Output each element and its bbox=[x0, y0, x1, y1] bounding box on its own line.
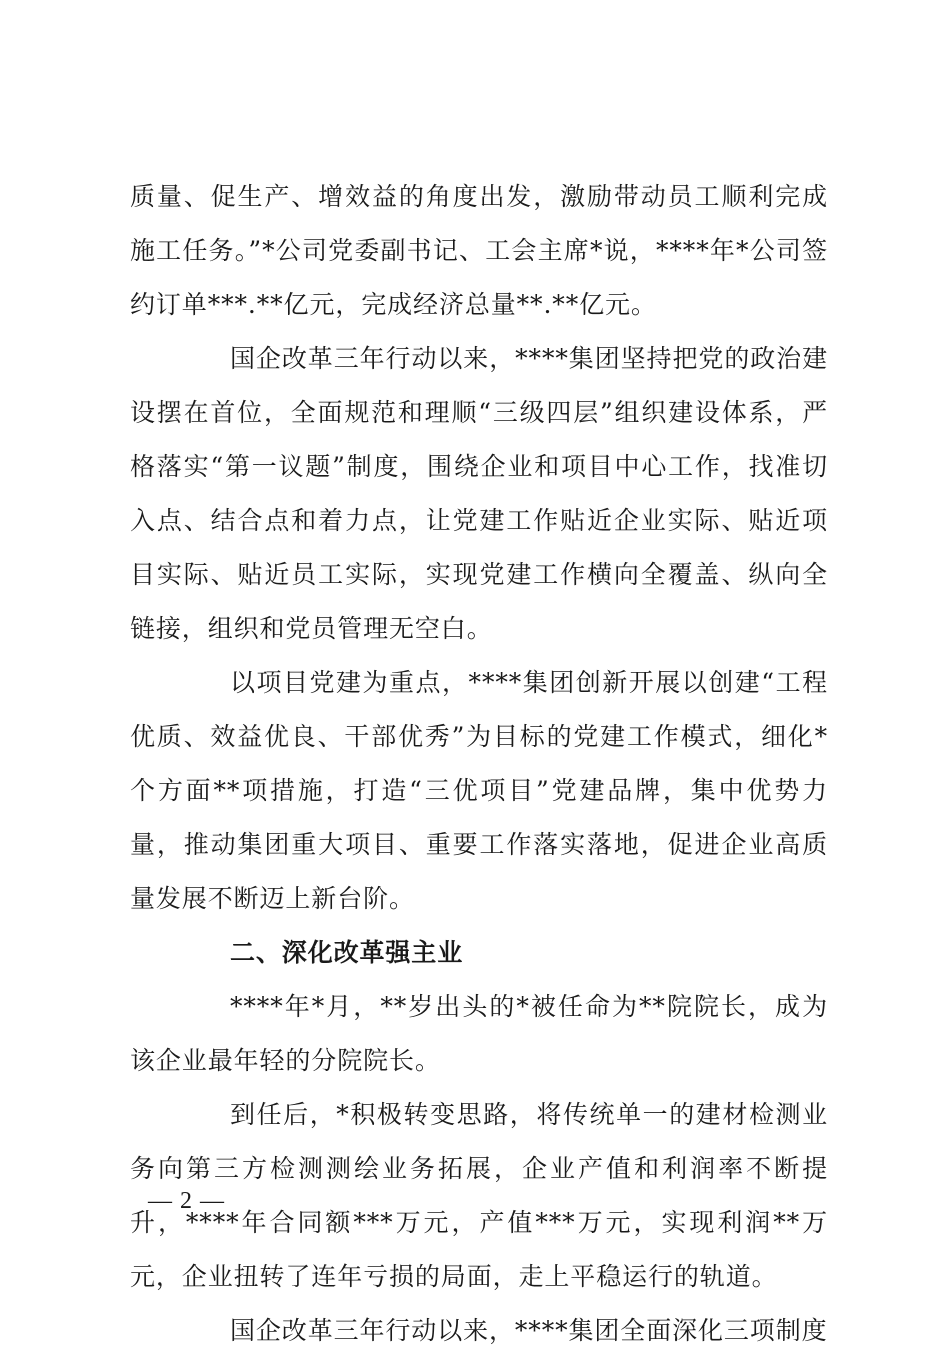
paragraph-6: 国企改革三年行动以来，****集团全面深化三项制度 bbox=[230, 1316, 828, 1345]
paragraph-5: 到任后，*积极转变思路，将传统单一的建材检测业务向第三方检测测绘业务拓展，企业产值和利润率不断提升，****年合同额***万元，产值***万元，实现利润**万元，企业扭转了连年亏损的局面，走上平稳运行的轨道。 bbox=[130, 1100, 828, 1291]
page-number: — 2 — bbox=[148, 1188, 225, 1214]
section-heading: 二、深化改革强主业 bbox=[230, 938, 464, 967]
paragraph-4: ****年*月，**岁出头的*被任命为**院院长，成为该企业最年轻的分院院长。 bbox=[130, 992, 828, 1075]
document-page bbox=[130, 170, 828, 1358]
paragraph-1: 质量、促生产、增效益的角度出发，激励带动员工顺利完成施工任务。”*公司党委副书记、工会主席*说，****年*公司签约订单***.**亿元，完成经济总量**.**亿元。 bbox=[130, 182, 828, 319]
paragraph-3: 以项目党建为重点，****集团创新开展以创建“工程优质、效益优良、干部优秀”为目标的党建工作模式，细化*个方面**项措施，打造“三优项目”党建品牌，集中优势力量，推动集团重大项目、重要工作落实落地，促进企业高质量发展不断迈上新台阶。 bbox=[130, 668, 828, 913]
paragraph-2: 国企改革三年行动以来，****集团坚持把党的政治建设摆在首位，全面规范和理顺“三级四层”组织建设体系，严格落实“第一议题”制度，围绕企业和项目中心工作，找准切入点、结合点和着力点，让党建工作贴近企业实际、贴近项目实际、贴近员工实际，实现党建工作横向全覆盖、纵向全链接，组织和党员管理无空白。 bbox=[130, 344, 828, 643]
